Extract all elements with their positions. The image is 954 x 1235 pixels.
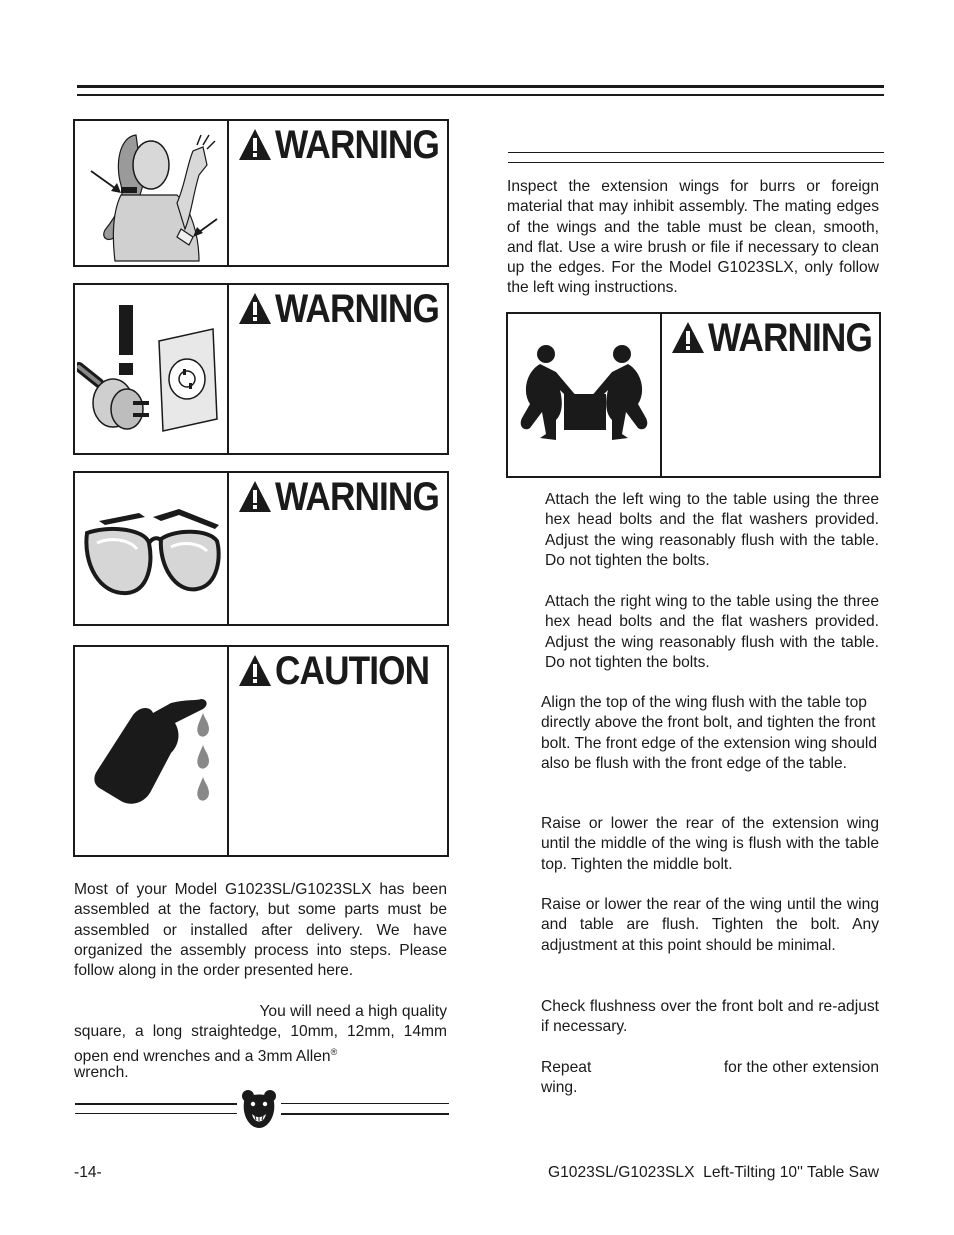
warning-box-hair xyxy=(73,119,449,267)
step-repeat-rest: for the other extension xyxy=(723,1059,879,1076)
step-middle-bolt: Raise or lower the rear of the extension wing until the middle of the wing is flush with the table top. Tighten the middle bolt. xyxy=(541,815,879,873)
two-person-lift-icon xyxy=(516,342,654,452)
warning-word: WARNING xyxy=(275,287,439,331)
warning-label-1 xyxy=(237,125,461,165)
warning-word: WARNING xyxy=(275,475,439,519)
tools-paragraph xyxy=(74,1022,447,1068)
tools-text: square, a long straightedge, 10mm, 12mm, 14mm open end wrenches and a 3mm Allen xyxy=(74,1023,447,1066)
warning-box-power xyxy=(73,283,449,455)
caution-label xyxy=(237,651,450,691)
step-attach-right: Attach the right wing to the table using the three hex head bolts and the flat washers provided. Adjust the wing reasonably flush with the table. Do not tighten the bolts. xyxy=(545,593,879,671)
intro-paragraph: Most of your Model G1023SL/G1023SLX has been assembled at the factory, but some parts must be assembled or installed after delivery. We have organized the assembly process into steps. Please follow along in the order presented here. xyxy=(74,881,447,980)
step-align-front: Align the top of the wing flush with the table top directly above the front bolt, and tighten the front bolt. The front edge of the extension wing should also be flush with the front edge of the table. xyxy=(541,694,878,772)
caution-word: CAUTION xyxy=(275,649,430,693)
step-check-flush: Check flushness over the front bolt and re-adjust if necessary. xyxy=(541,998,879,1036)
registered-mark: ® xyxy=(330,1047,338,1058)
header-rule-thin xyxy=(77,94,884,96)
warning-label-2 xyxy=(237,289,461,329)
hand-sharp-edge-icon xyxy=(91,693,221,813)
warning-triangle-icon xyxy=(237,479,273,515)
step-repeat-end: wing. xyxy=(541,1079,578,1096)
header-rule-thick xyxy=(77,85,884,88)
warning-triangle-icon xyxy=(237,291,273,327)
grizzly-bear-logo-icon xyxy=(240,1088,278,1130)
warning-label-3 xyxy=(237,477,461,517)
section-rule-bottom xyxy=(508,162,884,163)
hair-sleeves-icon xyxy=(81,125,225,263)
warning-triangle-icon xyxy=(670,320,706,356)
warning-word: WARNING xyxy=(708,316,872,360)
step-rear-bolt: Raise or lower the rear of the wing until the wing and table are flush. Tighten the bolt. Any adjustment at this point should be minimal. xyxy=(541,896,879,954)
warning-box-eye xyxy=(73,471,449,626)
tools-line-1: You will need a high quality xyxy=(259,1003,447,1020)
section-rule-top xyxy=(508,152,884,153)
inspect-paragraph: Inspect the extension wings for burrs or foreign material that may inhibit assembly. The mating edges of the wings and the table must be clean, smooth, and flat. Use a wire brush or file if necessary to clean up the edges. For the Model G1023SLX, only follow the left wing instructions. xyxy=(507,178,879,297)
power-plug-outlet-icon xyxy=(77,299,225,447)
warning-box-lift xyxy=(506,312,881,478)
step-attach-left: Attach the left wing to the table using the three hex head bolts and the flat washers provided. Adjust the wing reasonably flush with the table. Do not tighten the bolts. xyxy=(545,491,879,569)
warning-word: WARNING xyxy=(275,123,439,167)
warning-triangle-icon xyxy=(237,127,273,163)
caution-triangle-icon xyxy=(237,653,273,689)
caution-box-sharp xyxy=(73,645,449,857)
footer-title: G1023SL/G1023SLX Left-Tilting 10'' Table Saw xyxy=(547,1164,879,1181)
tools-line-end: wrench. xyxy=(74,1064,129,1081)
page-number: -14- xyxy=(74,1164,102,1181)
step-repeat-word: Repeat xyxy=(541,1059,592,1076)
safety-glasses-icon xyxy=(79,503,225,603)
warning-label-lift xyxy=(670,318,894,358)
